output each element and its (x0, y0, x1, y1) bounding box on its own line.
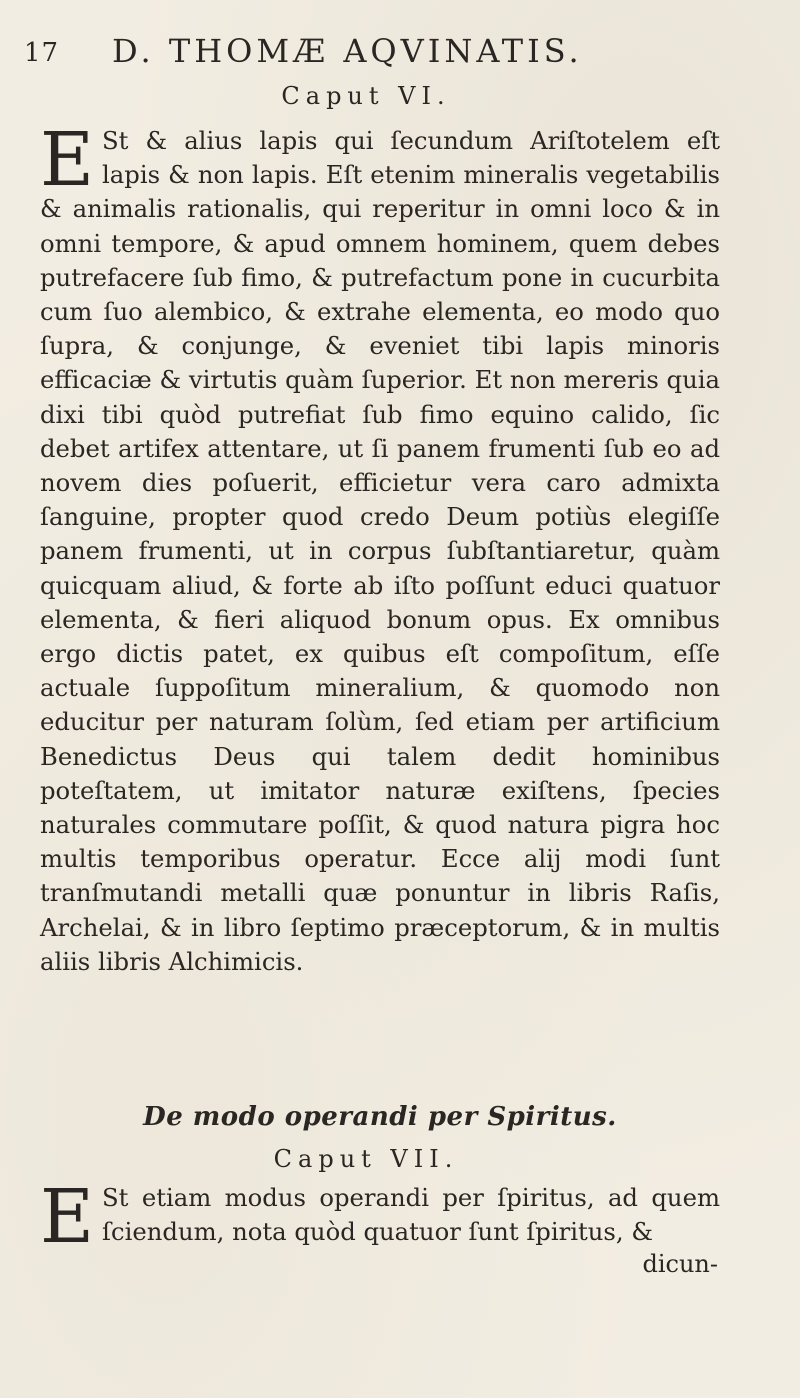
running-head (24, 30, 764, 78)
chapter-heading-6: Caput VI. (281, 82, 451, 110)
page-number: 17 (24, 38, 60, 68)
drop-cap: E (40, 117, 95, 203)
chapter-6-paragraph (40, 117, 720, 979)
chapter-7-text: St etiam modus operandi per ſpiritus, ad quem ſciendum, nota quòd quatuor ſunt ſpiritus, & (102, 1183, 720, 1247)
chapter-6-text: St & alius lapis qui ſecundum Ariſtotelem eſt lapis & non lapis. Eſt etenim mineralis vegetabilis & animalis rationalis, qui reperitur in omni loco & in omni tempore, & apud omnem hominem, quem debes putrefacere ſub fimo, & putrefactum pone in cucurbita cum ſuo alembico, & extrahe elementa, eo modo quo ſupra, & conjunge, & eveniet tibi lapis minoris efficaciæ & virtutis quàm ſuperior. Et non mereris quia dixi tibi quòd putrefiat ſub fimo equino calido, ſic debet artifex attentare, ut ſi panem frumenti ſub eo ad novem dies poſuerit, efficietur vera caro admixta ſanguine, propter quod credo Deum potiùs elegiſſe panem frumenti, ut in corpus ſubſtantiaretur, quàm quicquam aliud, & forte ab iſto poſſunt educi quatuor elementa, & fieri aliquod bonum opus. Ex omnibus ergo dictis patet, ex quibus eſt compoſitum, eſſe actuale ſuppoſitum mineralium, & quomodo non educitur per naturam ſolùm, ſed etiam per artificium Benedictus Deus qui talem dedit hominibus poteſtatem, ut imitator naturæ exiſtens, ſpecies naturales commutare poſſit, & quod natura pigra hoc multis temporibus operatur. Ecce alij modi ſunt tranſmutandi metalli quæ ponuntur in libris Raſis, Archelai, & in libro ſeptimo præceptorum, & in multis aliis libris Alchimicis. (40, 126, 720, 976)
running-title: D. THOMÆ AQVINATIS. (112, 32, 583, 70)
chapter-heading-7: Caput VII. (273, 1145, 459, 1173)
drop-cap: E (40, 1174, 95, 1260)
section-subheading: De modo operandi per Spiritus. (143, 1102, 617, 1132)
catchword: dicun- (642, 1250, 718, 1278)
chapter-7-paragraph (40, 1174, 720, 1260)
